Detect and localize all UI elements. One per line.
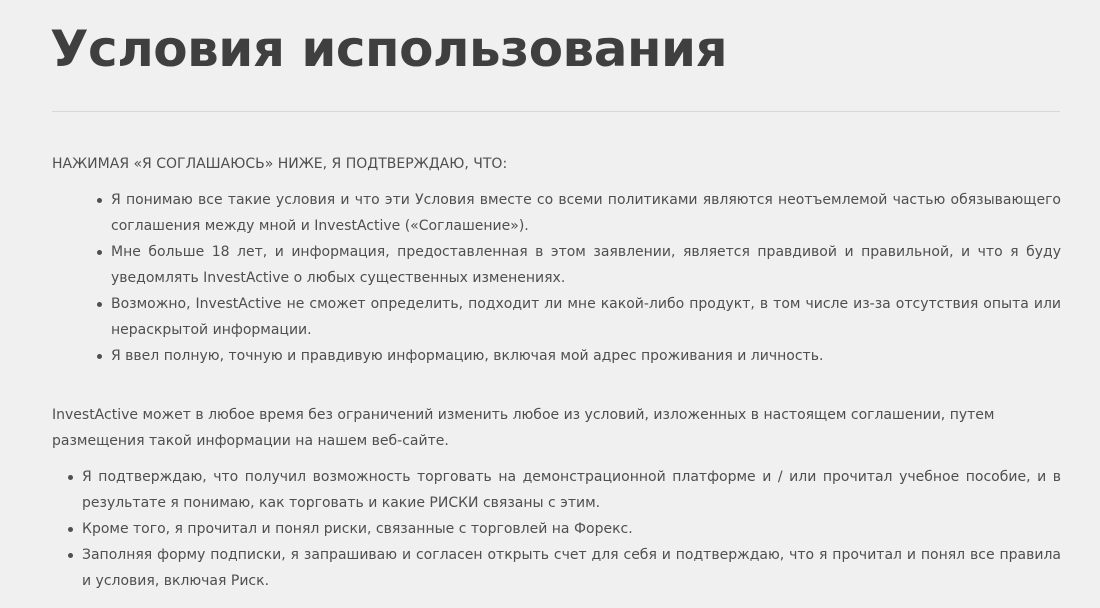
list-item: Кроме того, я прочитал и понял риски, связанные с торговлей на Форекс.	[82, 516, 1061, 542]
page-title: Условия использования	[50, 20, 728, 78]
terms-content	[52, 151, 1061, 594]
list-item: Я ввел полную, точную и правдивую информацию, включая мой адрес проживания и личность.	[111, 343, 1061, 369]
acknowledgement-list	[52, 187, 1061, 369]
terms-change-paragraph: InvestActive может в любое время без ограничений изменить любое из условий, изложенных в настоящем соглашении, путем размещения такой информации на нашем веб-сайте.	[52, 407, 995, 449]
title-divider	[52, 111, 1060, 112]
confirmation-list	[52, 464, 1061, 594]
list-item: Я понимаю все такие условия и что эти Условия вместе со всеми политиками являются неотъемлемой частью обязывающего соглашения между мной и InvestActive («Соглашение»).	[111, 187, 1061, 239]
list-item: Возможно, InvestActive не сможет определить, подходит ли мне какой-либо продукт, в том числе из-за отсутствия опыта или нераскрытой информации.	[111, 291, 1061, 343]
list-item: Заполняя форму подписки, я запрашиваю и согласен открыть счет для себя и подтверждаю, что я прочитал и понял все правила и условия, включая Риск.	[82, 542, 1061, 594]
list-item: Я подтверждаю, что получил возможность торговать на демонстрационной платформе и / или прочитал учебное пособие, и в результате я понимаю, как торговать и какие РИСКИ связаны с этим.	[82, 464, 1061, 516]
list-item: Мне больше 18 лет, и информация, предоставленная в этом заявлении, является правдивой и правильной, и что я буду уведомлять InvestActive о любых существенных изменениях.	[111, 239, 1061, 291]
intro-text: НАЖИМАЯ «Я СОГЛАШАЮСЬ» НИЖЕ, Я ПОДТВЕРЖДАЮ, ЧТО:	[52, 156, 508, 172]
